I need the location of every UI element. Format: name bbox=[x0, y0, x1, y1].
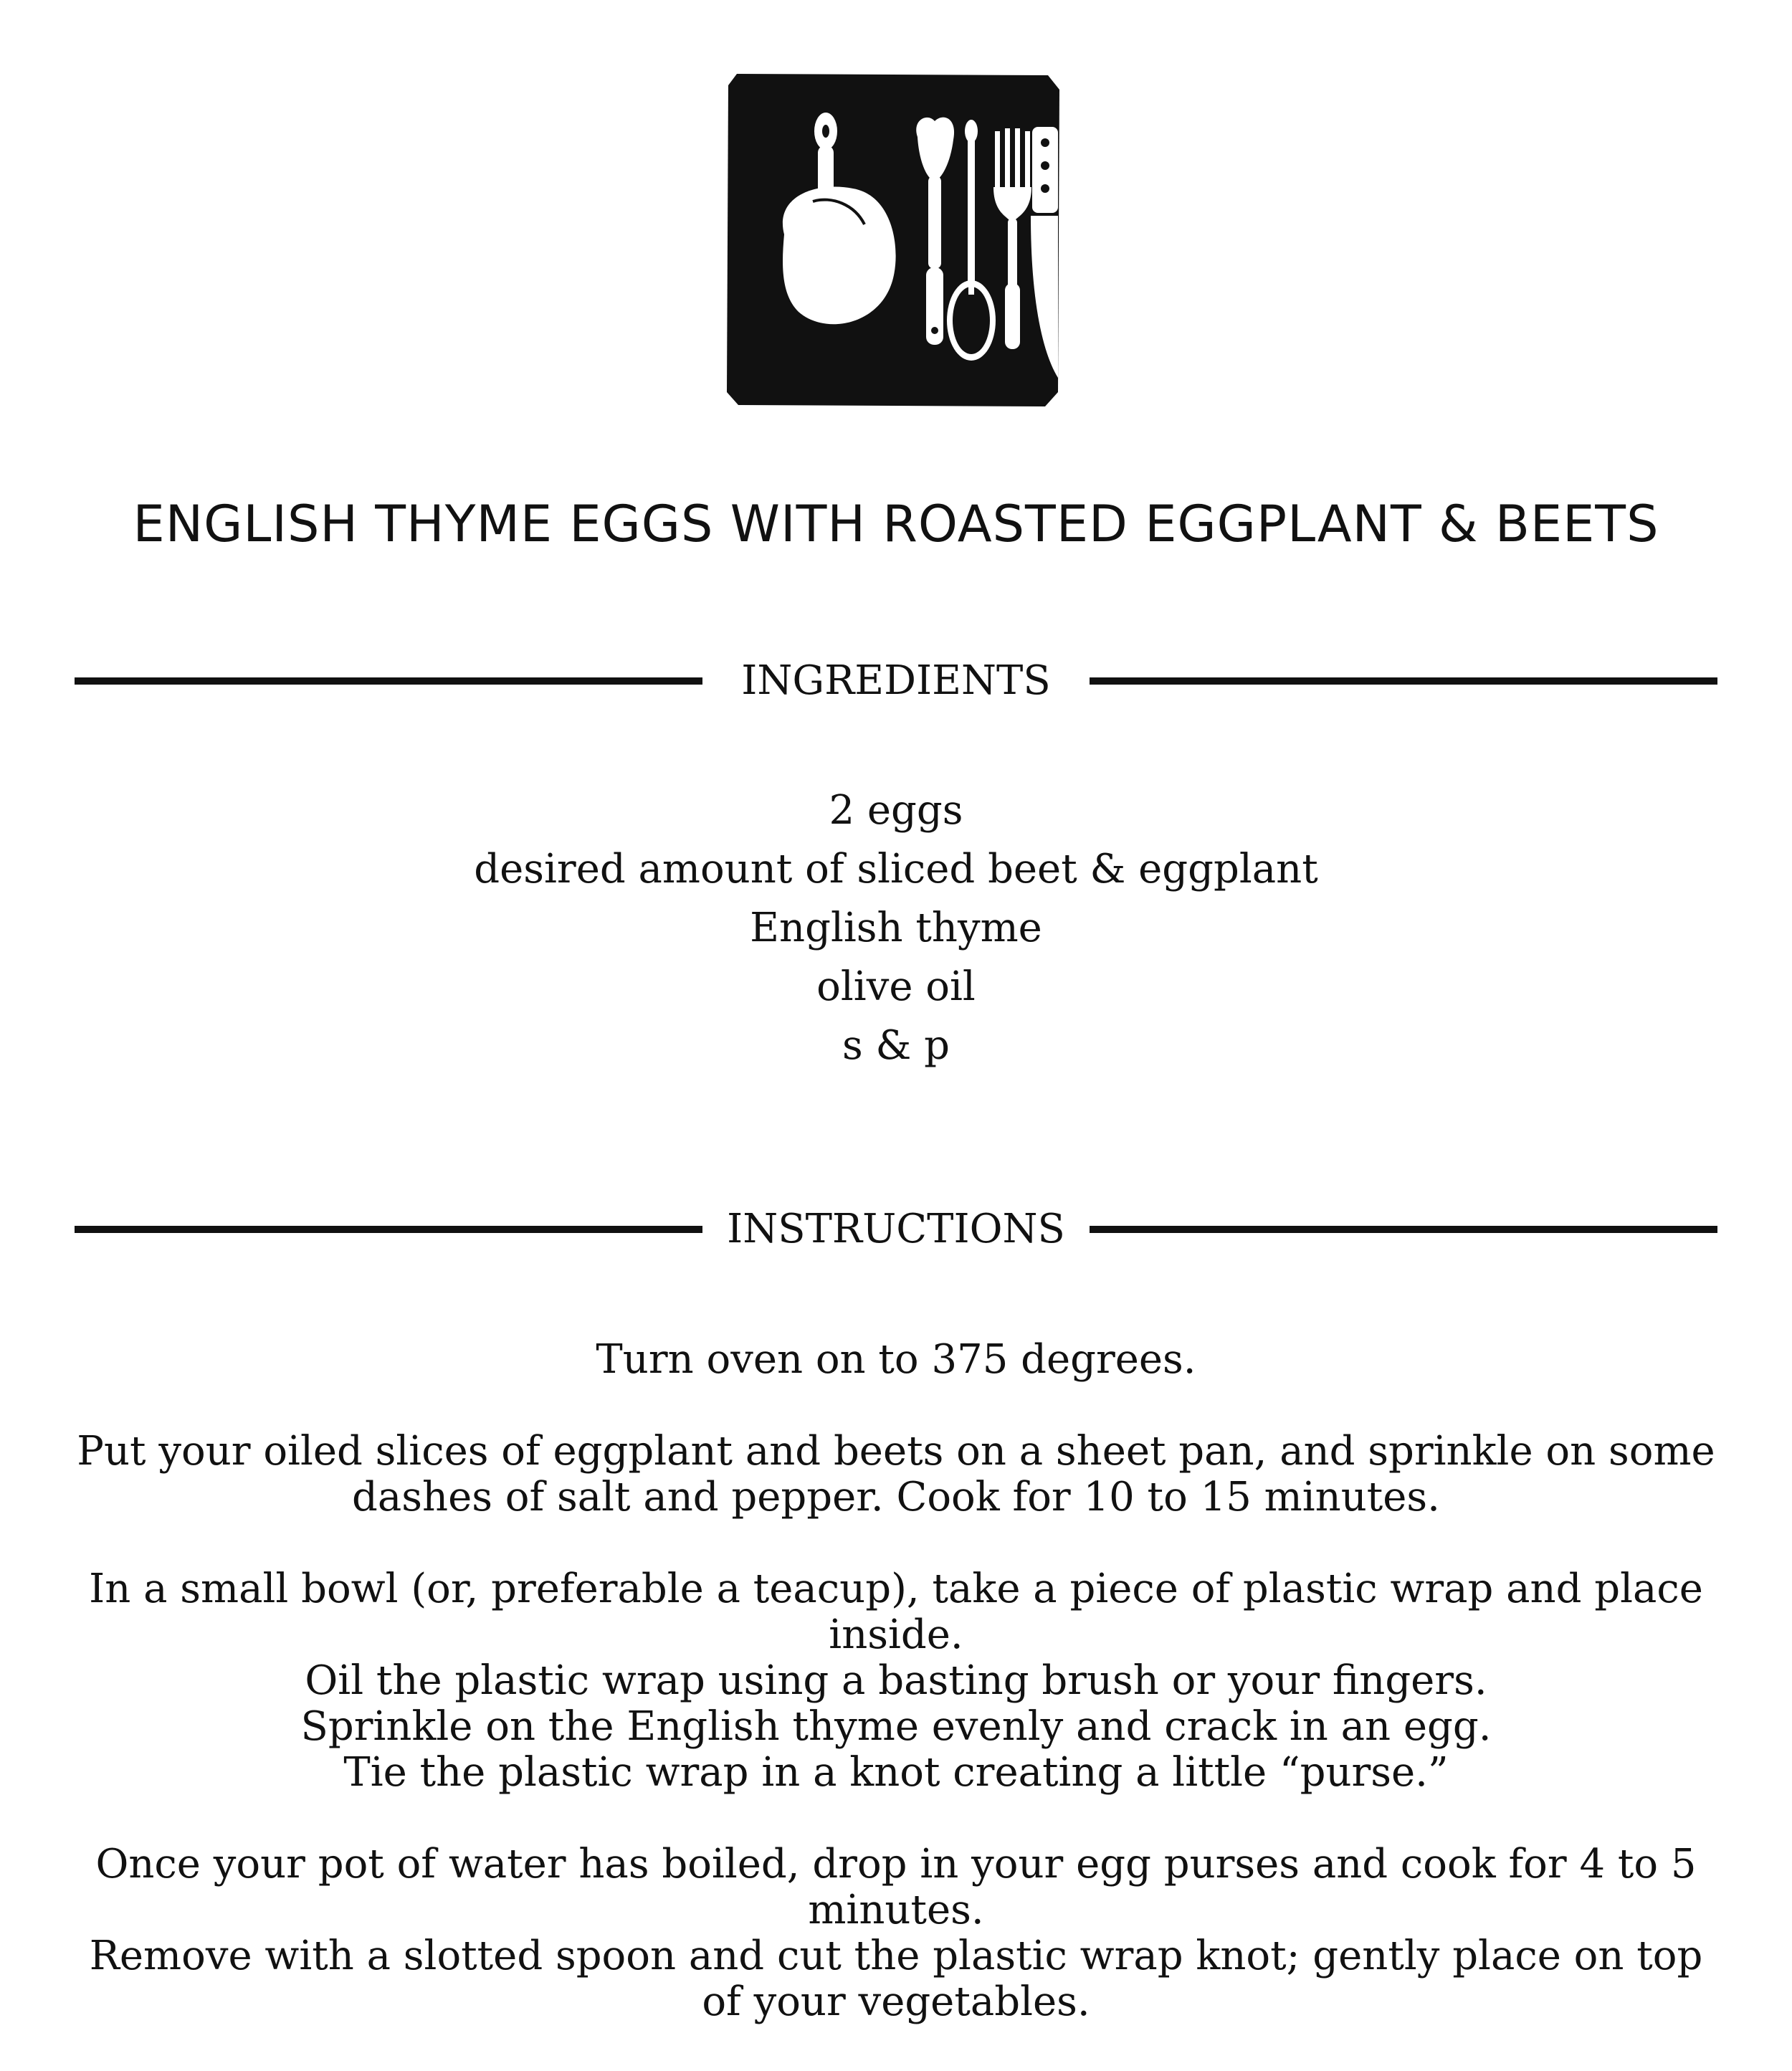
instruction-paragraph bbox=[72, 1566, 1720, 1796]
ingredients-heading: INGREDIENTS bbox=[741, 657, 1051, 704]
ingredient-item: desired amount of sliced beet & eggplant bbox=[474, 846, 1318, 892]
instruction-line: Sprinkle on the English thyme evenly and crack in an egg. bbox=[300, 1703, 1492, 1750]
ingredient-item: olive oil bbox=[816, 963, 976, 1010]
ingredients-list bbox=[0, 781, 1792, 1075]
instruction-line: In a small bowl (or, preferable a teacup), take a piece of plastic wrap and place inside. bbox=[89, 1566, 1703, 1658]
instruction-line: Oil the plastic wrap using a basting brush or your fingers. bbox=[305, 1657, 1487, 1704]
instruction-line: Turn oven on to 375 degrees. bbox=[596, 1336, 1196, 1383]
ingredient-item: s & p bbox=[842, 1022, 950, 1069]
instructions-heading: INSTRUCTIONS bbox=[727, 1206, 1065, 1252]
instruction-line: Remove with a slotted spoon and cut the plastic wrap knot; gently place on top of your vegetables. bbox=[89, 1933, 1703, 2025]
instruction-line: Once your pot of water has boiled, drop in your egg purses and cook for 4 to 5 minutes. bbox=[95, 1841, 1697, 1933]
recipe-title: ENGLISH THYME EGGS WITH ROASTED EGGPLANT & BEETS bbox=[133, 495, 1659, 553]
instructions-body bbox=[72, 1337, 1720, 2071]
ingredients-section-header bbox=[75, 649, 1717, 713]
instruction-paragraph bbox=[72, 1337, 1720, 1383]
instruction-paragraph bbox=[72, 1429, 1720, 1520]
ingredient-item: 2 eggs bbox=[829, 787, 963, 834]
instructions-section-header bbox=[75, 1197, 1717, 1262]
instruction-line: Put your oiled slices of eggplant and beets on a sheet pan, and sprinkle on some dashes of salt and pepper. Cook for 10 to 15 minutes. bbox=[77, 1428, 1715, 1520]
divider-right bbox=[1090, 677, 1717, 685]
divider-right bbox=[1090, 1226, 1717, 1233]
instruction-line: Tie the plastic wrap in a knot creating a little “purse.” bbox=[343, 1749, 1449, 1796]
kitchen-utensils-icon bbox=[724, 68, 1061, 409]
ingredient-item: English thyme bbox=[750, 905, 1042, 951]
instruction-paragraph bbox=[72, 1842, 1720, 2025]
